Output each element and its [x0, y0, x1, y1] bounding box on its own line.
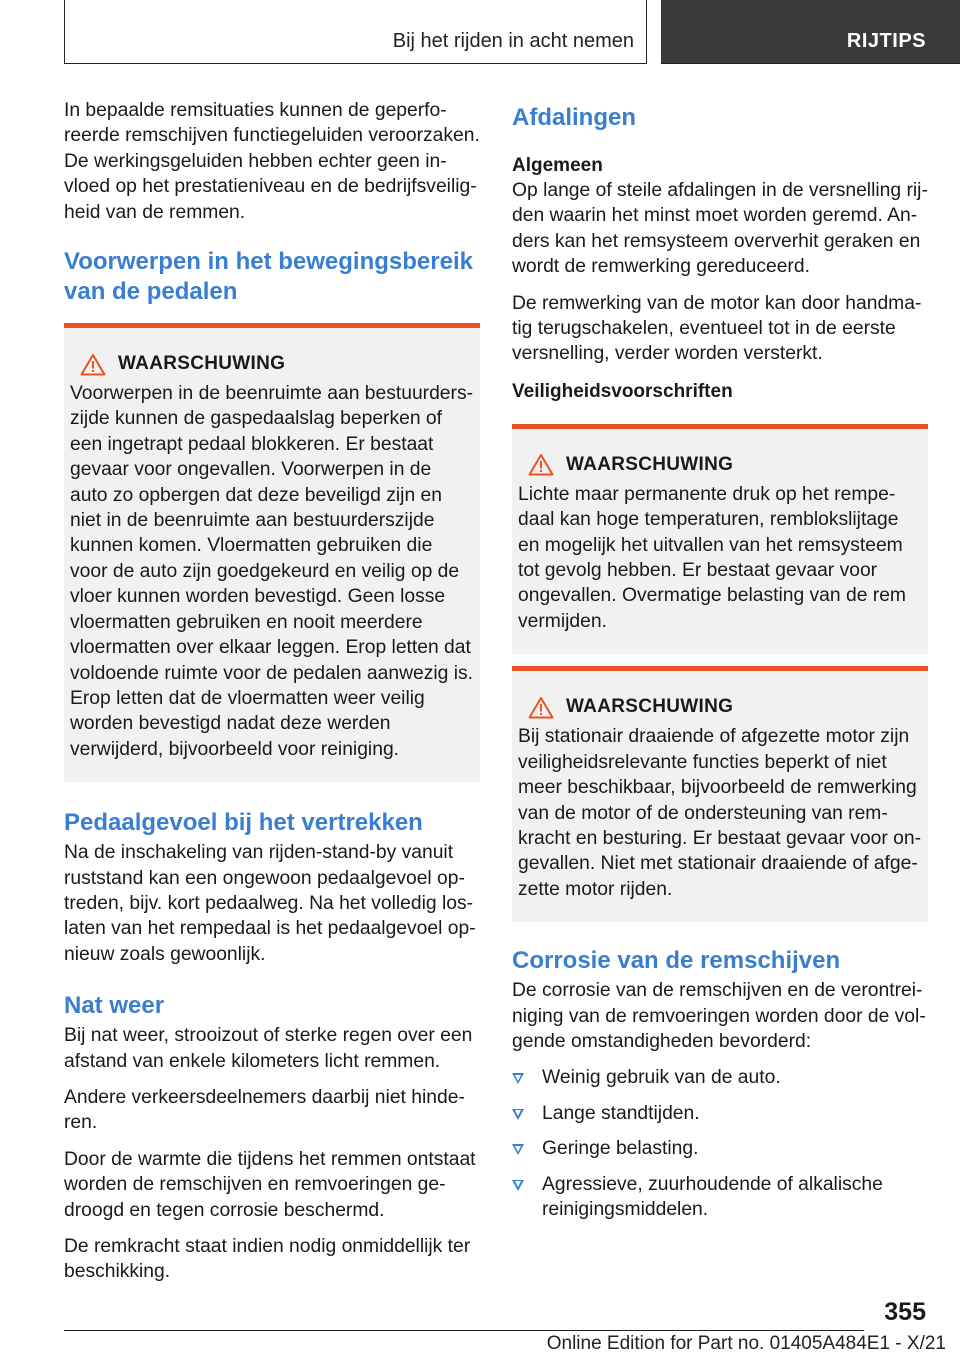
corrosion-paragraph: De corrosie van de remschijven en de verontreiniging van de remvoeringen worden door de volgende omstandigheden bevorderd: — [512, 980, 926, 1052]
wet-paragraph-4: De remkracht staat indien nodig onmiddellijk ter beschikking. — [64, 1236, 471, 1283]
warning-label: WAARSCHUWING — [566, 696, 734, 718]
triangle-bullet-icon — [512, 1073, 524, 1084]
general-paragraph-2: De remwerking van de motor kan door handmatig terugschakelen, eventueel tot in de eerste versnelling, verder worden versterkt. — [512, 292, 922, 365]
header-chapter-box — [661, 0, 960, 64]
heading-corrosion: Corrosie van de remschijven — [512, 947, 841, 975]
page-number: 355 — [884, 1298, 926, 1326]
subheading-safety: Veiligheidsvoorschriften — [512, 380, 733, 402]
warning-label: WAARSCHUWING — [118, 353, 286, 375]
heading-wet-weather: Nat weer — [64, 992, 165, 1020]
triangle-bullet-icon — [512, 1109, 524, 1120]
subheading-general: Algemeen — [512, 155, 603, 176]
triangle-bullet-icon — [512, 1180, 524, 1191]
wet-paragraph-2: Andere verkeersdeelnemers daarbij niet hinderen. — [64, 1086, 465, 1134]
section-title: Bij het rijden in acht nemen — [392, 30, 634, 52]
warning-text: Voorwerpen in de beenruimte aan bestuurderszijde kunnen de gaspedaalslag beperken of een ingetrapt pedaal blokkeren. Er bestaat gevaar voor ongevallen. Voorwerpen in de auto zo opbergen dat deze beveiligd zijn en niet in de beenruimte aan bestuurderszijde kunnen komen. Vloermatten gebruiken die voor de auto zijn goedgekeurd en veilig op de vloer kunnen worden bevestigd. Geen losse vloermatten gebruiken en nooit meerdere vloermatten over elkaar leggen. Erop letten dat voldoende ruimte voor de pedalen aanwezig is. Erop letten dat de vloermatten weer veilig worden bevestigd nadat deze werden verwijderd, bijvoorbeeld voor reiniging. — [70, 383, 474, 760]
warning-icon — [80, 353, 106, 376]
warning-box-pedals — [64, 323, 480, 782]
footer-edition: Online Edition for Part no. 01405A484E1 - X/21 — [546, 1333, 946, 1354]
warning-icon — [528, 696, 554, 719]
warning-title — [518, 695, 922, 719]
general-paragraph-1: Op lange of steile afdalingen in de versnelling rijden waarin het minst moet worden geremd. Anders kan het remsysteem oververhit geraken en wordt de remwerking gereduceerd. — [512, 180, 928, 278]
triangle-bullet-icon — [512, 1144, 524, 1155]
warning-title — [70, 352, 474, 376]
list-item: Agressieve, zuurhoudende of alkalische reinigingsmiddelen. — [512, 1172, 928, 1223]
left-column — [64, 98, 480, 1296]
list-item: Weinig gebruik van de auto. — [512, 1065, 928, 1090]
pedal-feel-paragraph: Na de inschakeling van rijden-stand-by vanuit ruststand kan een ongewoon pedaalgevoel optreden, bijv. kort pedaalweg. Na het volledig loslaten van het rempedaal is het pedaalgevoel opnieuw zoals gewoonlijk. — [64, 842, 476, 965]
heading-descents: Afdalingen — [512, 104, 636, 131]
warning-title — [518, 453, 922, 477]
warning-box-engine — [512, 666, 928, 922]
right-column — [512, 103, 928, 1232]
footer-divider — [64, 1330, 864, 1331]
intro-paragraph: In bepaalde remsituaties kunnen de geperforeerde remschijven functiegeluiden veroorzaken. De werkingsgeluiden hebben echter geen invloed op het prestatieniveau en de bedrijfsveiligheid van de remmen. — [64, 100, 480, 223]
header-section-box — [64, 0, 647, 64]
warning-icon — [528, 453, 554, 476]
warning-label: WAARSCHUWING — [566, 453, 734, 475]
warning-text: Bij stationair draaiende of afgezette motor zijn veiligheidsrelevante functies beperkt of niet meer beschikbaar, bijvoorbeeld de remwerking van de motor of de ondersteuning van remkracht en besturing. Er bestaat gevaar voor ongevallen. Niet met stationair draaiende of afgezette motor rijden. — [518, 726, 921, 900]
list-item: Geringe belasting. — [512, 1136, 928, 1161]
chapter-title: RIJTIPS — [846, 30, 926, 52]
warning-box-pressure — [512, 424, 928, 654]
heading-pedals: Voorwerpen in het bewegingsbereik van de pedalen — [64, 248, 473, 306]
wet-paragraph-1: Bij nat weer, strooizout of sterke regen over een afstand van enkele kilometers licht remmen. — [64, 1025, 473, 1072]
list-item: Lange standtijden. — [512, 1101, 928, 1126]
warning-text: Lichte maar permanente druk op het rempedaal kan hoge temperaturen, remblokslijtage en mogelijk het uitvallen van het remsysteem tot gevolg hebben. Er bestaat gevaar voor ongevallen. Overmatige belasting van de rem vermijden. — [518, 483, 906, 632]
heading-pedal-feel: Pedaalgevoel bij het vertrekken — [64, 809, 423, 837]
corrosion-list — [512, 1065, 928, 1222]
wet-paragraph-3: Door de warmte die tijdens het remmen ontstaat worden de remschijven en remvoeringen gedroogd en tegen corrosie beschermd. — [64, 1148, 476, 1221]
